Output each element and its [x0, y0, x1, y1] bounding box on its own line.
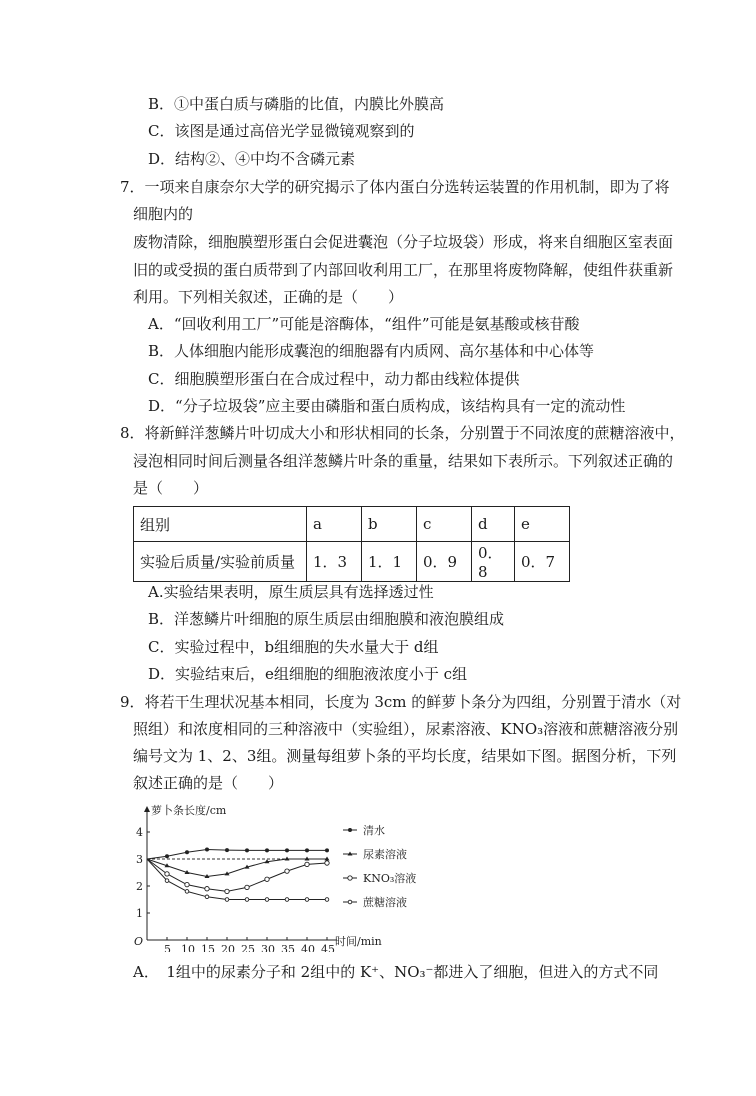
- data-point: [245, 848, 249, 852]
- data-point: [285, 848, 289, 852]
- table-header-cell: c: [417, 507, 472, 542]
- table-header-cell: 组别: [134, 507, 307, 542]
- table-header-row: [134, 507, 570, 542]
- data-point: [305, 898, 309, 902]
- table-header-cell: b: [362, 507, 417, 542]
- y-tick-label: 2: [136, 880, 143, 893]
- x-axis-label: 时间/min: [335, 935, 382, 948]
- question-8-stem-line-1: 8．将新鲜洋葱鳞片叶切成大小和形状相同的长条，分别置于不同浓度的蔗糖溶液中，: [120, 424, 685, 442]
- question-7-stem-line-3: 废物清除，细胞膜塑形蛋白会促进囊泡（分子垃圾袋）形成，将来自细胞区室表面: [133, 233, 674, 251]
- data-point: [265, 877, 269, 881]
- table-header-cell: d: [472, 507, 515, 542]
- legend-marker: [348, 828, 352, 832]
- question-8-option-d: D．实验结束后，e组细胞的细胞液浓度小于 c组: [148, 665, 468, 683]
- chart-series: [147, 848, 330, 902]
- legend-label: 蔗糖溶液: [363, 896, 407, 909]
- question-9-stem-line-2: 照组）和浓度相同的三种溶液中（实验组），尿素溶液、KNO₃溶液和蔗糖溶液分别: [133, 720, 679, 738]
- question-8-stem-line-2: 浸泡相同时间后测量各组洋葱鳞片叶条的重量，结果如下表所示。下列叙述正确的: [133, 452, 674, 470]
- question-7-option-c: C．细胞膜塑形蛋白在合成过程中，动力都由线粒体提供: [148, 370, 520, 388]
- y-tick-label: 4: [136, 826, 143, 839]
- data-point: [265, 848, 269, 852]
- y-axis-label: 萝卜条长度/cm: [151, 804, 227, 817]
- question-8-stem-line-3: 是（ ）: [133, 479, 209, 497]
- data-point: [285, 898, 289, 902]
- legend-label: 清水: [363, 824, 385, 837]
- question-9-option-a: A． 1组中的尿素分子和 2组中的 K⁺、NO₃⁻都进入了细胞，但进入的方式不同: [133, 963, 659, 981]
- data-point: [325, 861, 329, 865]
- legend-label: 尿素溶液: [363, 848, 407, 861]
- data-point: [165, 872, 169, 876]
- x-tick-label: 40: [301, 943, 315, 952]
- data-point: [325, 848, 329, 852]
- question-8-option-a: A.实验结果表明，原生质层具有选择透过性: [148, 583, 434, 601]
- table-header-cell: a: [307, 507, 362, 542]
- question-7-stem-line-1: 7．一项来自康奈尔大学的研究揭示了体内蛋白分选转运装置的作用机制，即为了将: [120, 178, 670, 196]
- data-point: [205, 887, 209, 891]
- table-cell: 0．9: [417, 542, 472, 582]
- x-tick-label: 35: [281, 943, 295, 952]
- question-9-stem-line-4: 叙述正确的是（ ）: [133, 774, 284, 792]
- data-point: [205, 895, 209, 899]
- question-6-option-b: B．①中蛋白质与磷脂的比值，内膜比外膜高: [148, 95, 445, 113]
- data-point: [265, 898, 269, 902]
- data-point: [165, 879, 169, 883]
- question-8-option-c: C．实验过程中，b组细胞的失水量大于 d组: [148, 638, 439, 656]
- table-cell: 1．3: [307, 542, 362, 582]
- data-point: [225, 889, 229, 893]
- question-7-option-a: A．“回收利用工厂”可能是溶酶体，“组件”可能是氨基酸或核苷酸: [148, 315, 580, 333]
- x-tick-label: 45: [321, 943, 335, 952]
- data-point: [185, 882, 189, 886]
- y-tick-label: 3: [136, 853, 143, 866]
- question-7-option-b: B．人体细胞内能形成囊泡的细胞器有内质网、高尔基体和中心体等: [148, 342, 595, 360]
- legend-marker: [348, 900, 352, 904]
- x-tick-label: 15: [201, 943, 215, 952]
- origin-label: O: [134, 935, 144, 948]
- radish-length-chart: [125, 800, 425, 952]
- series-line: [147, 859, 327, 891]
- data-point: [285, 869, 289, 873]
- data-point: [205, 848, 209, 852]
- question-7-stem-line-2: 细胞内的: [133, 205, 194, 223]
- data-point: [225, 898, 229, 902]
- x-tick-label: 5: [164, 943, 171, 952]
- question-8-table: [133, 506, 570, 582]
- question-7-stem-line-5: 利用。下列相关叙述，正确的是（ ）: [133, 288, 404, 306]
- series-line: [147, 850, 327, 859]
- series-line: [147, 859, 327, 877]
- data-point: [325, 898, 329, 902]
- table-cell: 0．7: [515, 542, 570, 582]
- data-point: [185, 890, 189, 894]
- table-cell: 1．1: [362, 542, 417, 582]
- x-tick-label: 10: [181, 943, 195, 952]
- data-point: [305, 848, 309, 852]
- question-7-stem-line-4: 旧的或受损的蛋白质带到了内部回收利用工厂，在那里将废物降解，使组件获重新: [133, 261, 674, 279]
- table-cell: 0．8: [472, 542, 515, 582]
- y-axis-arrow: [144, 806, 150, 812]
- x-tick-label: 25: [241, 943, 255, 952]
- data-point: [185, 850, 189, 854]
- table-cell: 实验后质量/实验前质量: [134, 542, 307, 582]
- question-9-stem-line-1: 9．将若干生理状况基本相同，长度为 3cm 的鲜萝卜条分为四组，分别置于清水（对: [120, 693, 682, 711]
- data-point: [165, 854, 169, 858]
- data-point: [245, 898, 249, 902]
- data-point: [245, 885, 249, 889]
- question-8-option-b: B．洋葱鳞片叶细胞的原生质层由细胞膜和液泡膜组成: [148, 610, 505, 628]
- question-9-stem-line-3: 编号文为 1、2、3组。测量每组萝卜条的平均长度，结果如下图。据图分析，下列: [133, 747, 677, 765]
- chart-legend: [343, 823, 416, 909]
- x-tick-label: 30: [261, 943, 275, 952]
- legend-marker: [348, 876, 352, 880]
- x-tick-label: 20: [221, 943, 235, 952]
- data-point: [225, 848, 229, 852]
- question-7-option-d: D．“分子垃圾袋”应主要由磷脂和蛋白质构成，该结构具有一定的流动性: [148, 397, 626, 415]
- legend-label: KNO₃溶液: [363, 872, 417, 885]
- table-row: [134, 542, 570, 582]
- table-header-cell: e: [515, 507, 570, 542]
- series-line: [147, 859, 327, 900]
- data-point: [305, 862, 309, 866]
- y-tick-label: 1: [136, 907, 143, 920]
- question-6-option-c: C．该图是通过高倍光学显微镜观察到的: [148, 122, 415, 140]
- question-6-option-d: D．结构②、④中均不含磷元素: [148, 150, 356, 168]
